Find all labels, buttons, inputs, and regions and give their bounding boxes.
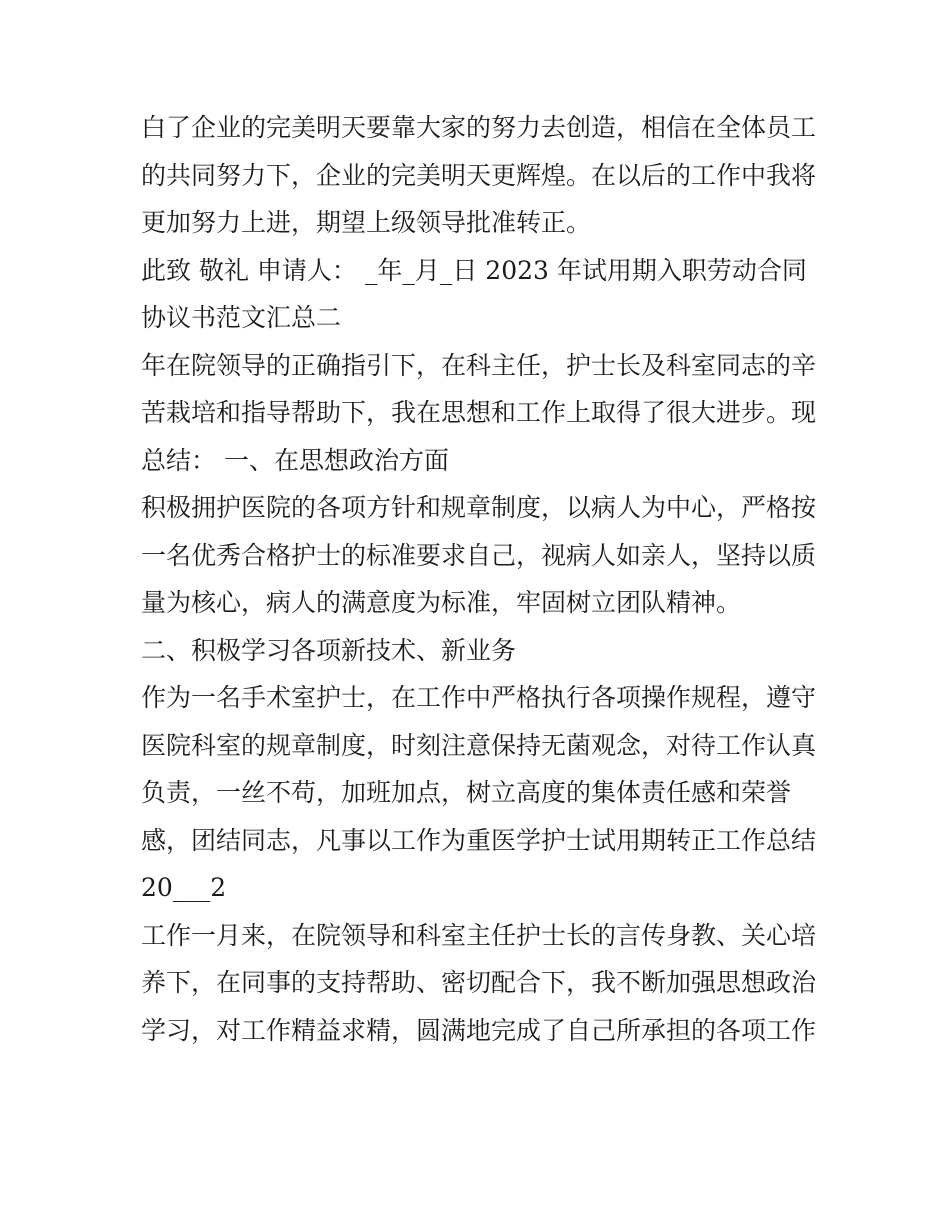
text-line: 工作一月来，在院领导和科室主任护士长的言传身教、关心培 [141, 920, 817, 950]
text-line: 医院科室的规章制度，时刻注意保持无菌观念，对待工作认真 [141, 730, 817, 760]
text-line: 感，团结同志，凡事以工作为重医学护士试用期转正工作总结 [141, 825, 817, 855]
text-line: 年在院领导的正确指引下，在科主任，护士长及科室同志的辛 [141, 350, 817, 380]
text-line: 此致 敬礼 申请人： _年_月_日 2023 年试用期入职劳动合同 [141, 255, 807, 285]
document-body [141, 104, 821, 1054]
text-line: 白了企业的完美明天要靠大家的努力去创造，相信在全体员工 [141, 113, 817, 142]
text-line: 的共同努力下，企业的完美明天更辉煌。在以后的工作中我将 [141, 160, 817, 190]
text-line: 20___2 [141, 873, 227, 902]
text-line: 苦栽培和指导帮助下，我在思想和工作上取得了很大进步。现 [141, 398, 817, 427]
text-line: 作为一名手术室护士，在工作中严格执行各项操作规程，遵守 [141, 683, 817, 712]
text-line: 二、积极学习各项新技术、新业务 [141, 635, 517, 665]
text-line: 养下，在同事的支持帮助、密切配合下，我不断加强思想政治 [141, 968, 817, 997]
text-line: 学习，对工作精益求精，圆满地完成了自己所承担的各项工作 [141, 1015, 817, 1045]
text-line: 协议书范文汇总二 [141, 303, 342, 332]
text-line: 积极拥护医院的各项方针和规章制度，以病人为中心，严格按 [141, 493, 817, 522]
text-line: 更加努力上进，期望上级领导批准转正。 [141, 208, 592, 237]
text-line: 总结： 一、在思想政治方面 [141, 445, 449, 475]
text-line: 量为核心，病人的满意度为标准，牢固树立团队精神。 [141, 588, 742, 617]
text-line: 负责，一丝不苟，加班加点，树立高度的集体责任感和荣誉 [141, 778, 792, 807]
text-line: 一名优秀合格护士的标准要求自己，视病人如亲人，坚持以质 [141, 540, 817, 570]
